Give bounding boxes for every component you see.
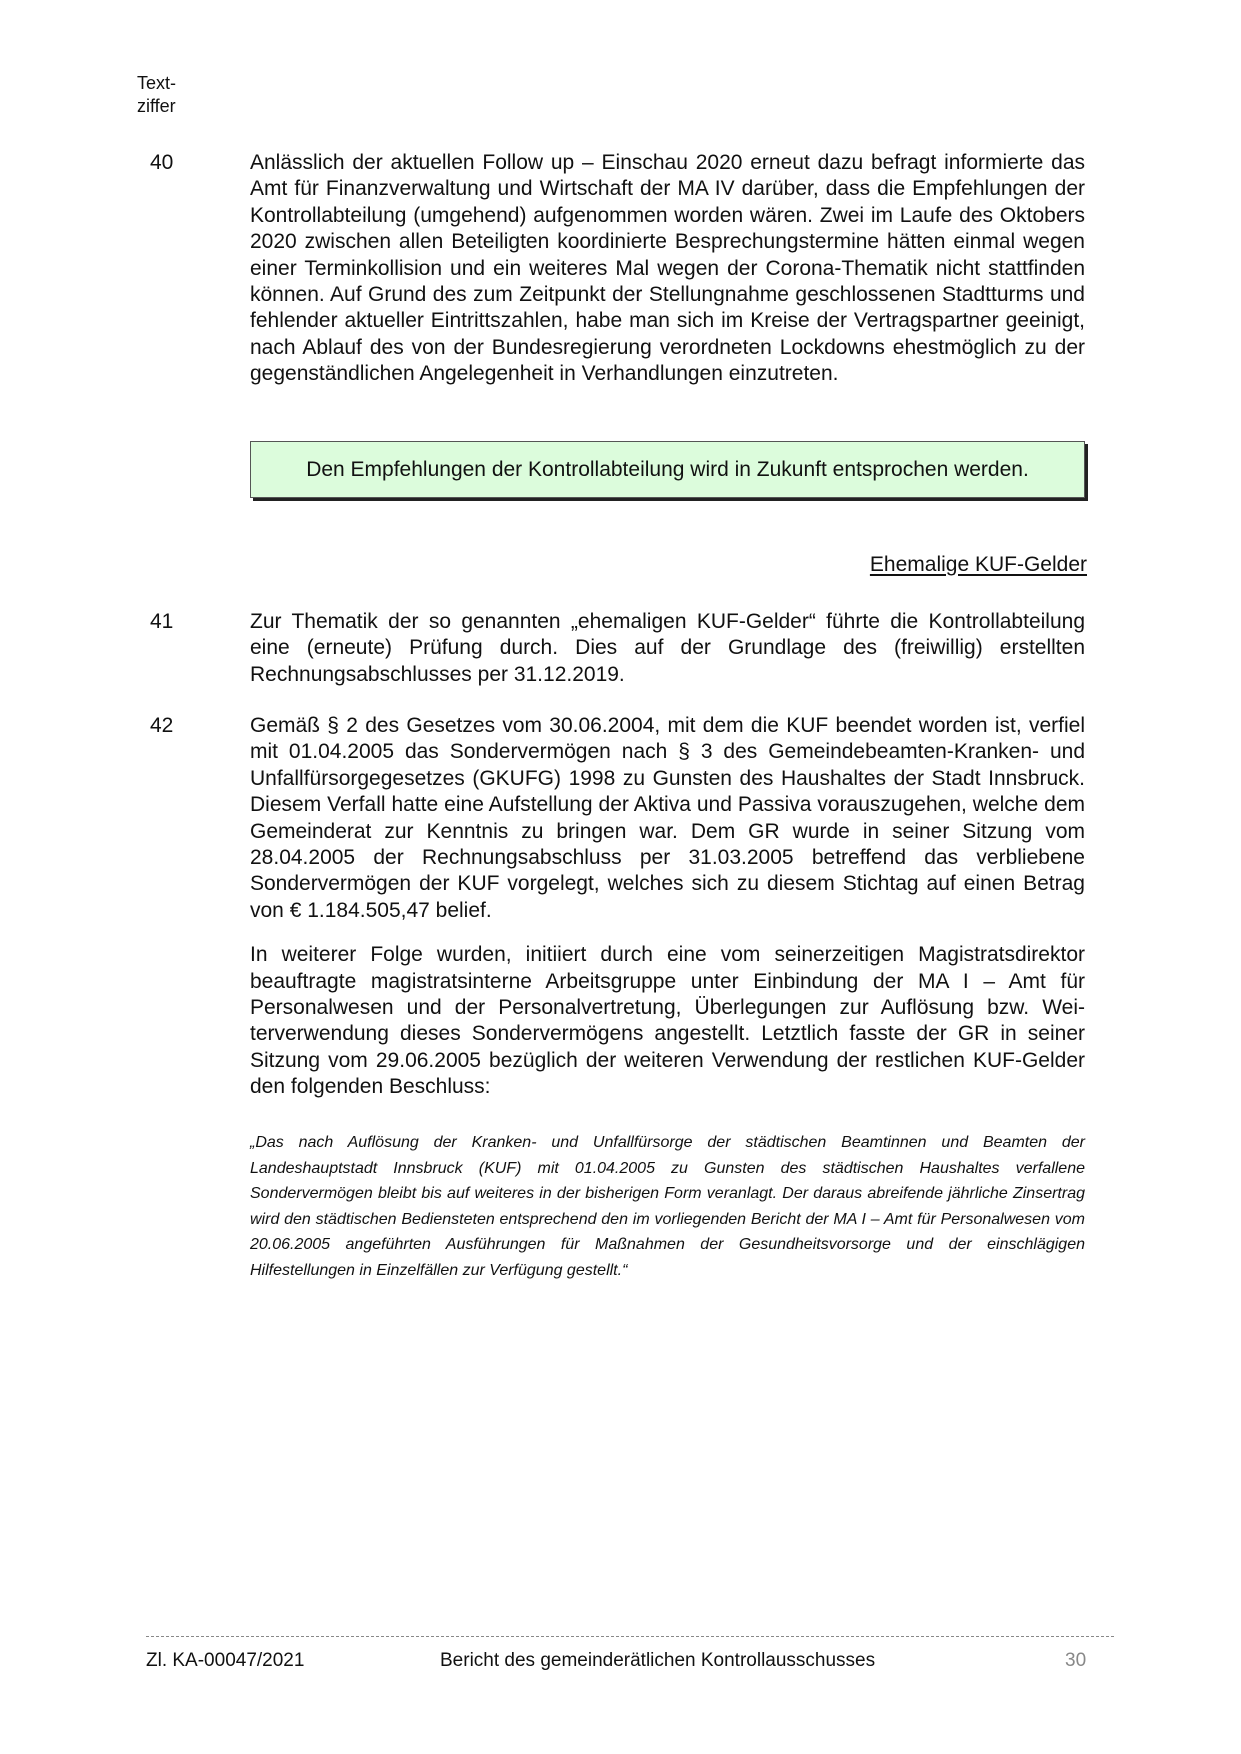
paragraph-body: Anlässlich der aktuellen Follow up – Einschau 2020 erneut dazu befragt informierte das Amt für Finanzverwaltung und Wirtschaft der MA IV darüber, dass die Empfehlungen der Kontrollabteilung (umgehend) aufgenommen worden wären. Zwei im Laufe des Oktobers 2020 zwischen allen Beteiligten koordinierte Besprechungstermine hätten einmal wegen einer Terminkollision und ein weiteres Mal wegen der Corona-Thematik nicht stattfinden können. Auf Grund des zum Zeitpunkt der Stellungnahme geschlossenen Stadtturms und fehlender aktueller Eintrittszahlen, habe man sich im Kreise der Vertragspartner geeinigt, nach Ablauf des von der Bundesregierung verordneten Lockdowns ehestmöglich zu der gegenständlichen Angelegenheit in Verhandlungen einzutreten.: [250, 151, 1085, 386]
paragraph-body-continued: In weiterer Folge wurden, initiiert durch eine vom seinerzeitigen Magistratsdirektor beauftragte magistratsinterne Arbeitsgruppe unter Einbindung der MA I – Amt für Personalwesen und der Personalvertretung, Überlegungen zur Auflösung bzw. Weiterverwendung dieses Sondervermögens angestellt. Letztlich fasste der GR in seiner Sitzung vom 29.06.2005 bezüglich der weiteren Verwendung der restlichen KUF-Gelder den folgenden Beschluss:: [250, 943, 1085, 1099]
footer-divider: [146, 1636, 1114, 1637]
paragraph-body: Gemäß § 2 des Gesetzes vom 30.06.2004, mit dem die KUF beendet worden ist, verfiel mit 01.04.2005 das Sondervermögen nach § 3 des Gemeindebeamten-Kranken- und Unfallfürsorgegesetzes (GKUFG) 1998 zu Gunsten des Haushaltes der Stadt Innsbruck. Diesem Verfall hatte eine Aufstellung der Aktiva und Passiva vorauszugehen, welche dem Gemeinderat zur Kenntnis zu bringen war. Dem GR wurde in seiner Sitzung vom 28.04.2005 der Rechnungsabschluss per 31.03.2005 betreffend das verbliebene Sondervermögen der KUF vorgelegt, welches sich zu diesem Stichtag auf einen Betrag von € 1.184.505,47 belief.: [250, 714, 1085, 922]
margin-label-line2: ziffer: [137, 96, 176, 116]
paragraph-text: [250, 609, 1085, 688]
footer-title: Bericht des gemeinderätlichen Kontrollausschusses: [440, 1650, 876, 1671]
paragraph-body: Zur Thematik der so genannten „ehemaligen KUF-Gelder“ führte die Kontrollabteilung eine (erneute) Prüfung durch. Dies auf der Grundlage des (freiwillig) erstellten Rechnungsabschlusses per 31.12.2019.: [250, 610, 1085, 686]
paragraph-number: 42: [150, 714, 174, 737]
margin-label: [137, 72, 197, 118]
section-heading: Ehemalige KUF-Gelder: [869, 553, 1087, 576]
paragraph-number: 41: [150, 610, 174, 633]
paragraph-text: [250, 150, 1085, 388]
page-number: 30: [1065, 1650, 1087, 1671]
callout-text: Den Empfehlungen der Kontrollabteilung wird in Zukunft entsprochen werden.: [306, 457, 1029, 481]
recommendation-callout: [250, 441, 1085, 498]
resolution-quote: „Das nach Auflösung der Kranken- und Unfallfürsorge der städtischen Beamtinnen und Beamten der Landeshauptstadt Innsbruck (KUF) mit 01.04.2005 zu Gunsten des städtischen Haushaltes verfallene Sondervermögen bleibt bis auf weiteres in der bisherigen Form veranlagt. Der daraus abreifende jährliche Zinsertrag wird den städtischen Bediensteten entsprechend den im vorliegenden Bericht der MA I – Amt für Personalwesen vom 20.06.2005 angeführten Ausführungen für Maßnahmen der Gesundheitsvorsorge und der einschlägigen Hilfestellungen in Einzelfällen zur Verfügung gestellt.“: [250, 1134, 1085, 1279]
paragraph-text: [250, 713, 1085, 1101]
footer-reference: Zl. KA-00047/2021: [146, 1650, 305, 1671]
paragraph-number: 40: [150, 151, 174, 174]
margin-label-line1: Text-: [137, 73, 177, 93]
